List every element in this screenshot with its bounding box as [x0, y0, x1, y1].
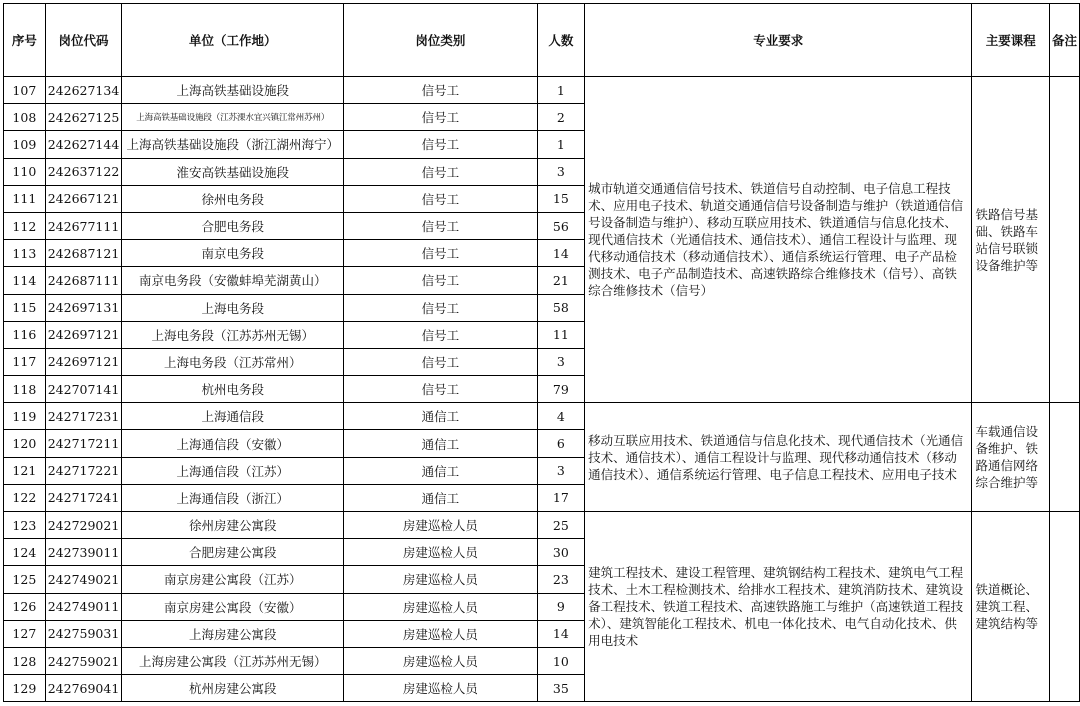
row-count: 1 [537, 131, 585, 158]
row-unit: 上海通信段（江苏） [122, 457, 344, 484]
header-row [4, 4, 1080, 77]
remarks [1049, 403, 1079, 512]
row-no: 111 [4, 185, 46, 212]
row-no: 112 [4, 212, 46, 239]
row-code: 242717211 [45, 430, 122, 457]
row-code: 242677111 [45, 212, 122, 239]
row-count: 30 [537, 539, 585, 566]
header-count: 人数 [537, 4, 585, 77]
row-count: 23 [537, 566, 585, 593]
row-no: 109 [4, 131, 46, 158]
row-count: 35 [537, 675, 585, 702]
row-count: 21 [537, 267, 585, 294]
row-code: 242687121 [45, 240, 122, 267]
row-no: 116 [4, 321, 46, 348]
row-unit: 上海房建公寓段 [122, 620, 344, 647]
row-no: 120 [4, 430, 46, 457]
row-no: 117 [4, 348, 46, 375]
row-code: 242627125 [45, 104, 122, 131]
row-code: 242769041 [45, 675, 122, 702]
row-code: 242627134 [45, 77, 122, 104]
row-count: 14 [537, 240, 585, 267]
row-code: 242759031 [45, 620, 122, 647]
row-unit: 杭州房建公寓段 [122, 675, 344, 702]
row-count: 25 [537, 512, 585, 539]
row-code: 242687111 [45, 267, 122, 294]
row-count: 2 [537, 104, 585, 131]
row-code: 242707141 [45, 376, 122, 403]
row-category: 房建巡检人员 [344, 539, 537, 566]
row-code: 242697121 [45, 348, 122, 375]
row-count: 9 [537, 593, 585, 620]
row-no: 118 [4, 376, 46, 403]
row-unit: 南京电务段（安徽蚌埠芜湖黄山） [122, 267, 344, 294]
header-unit: 单位（工作地） [122, 4, 344, 77]
header-major: 专业要求 [585, 4, 972, 77]
header-course: 主要课程 [972, 4, 1049, 77]
table-row [4, 403, 1080, 430]
recruitment-table-sheet [3, 3, 1080, 702]
row-no: 124 [4, 539, 46, 566]
major-requirements: 移动互联应用技术、铁道通信与信息化技术、现代通信技术（光通信技术、通信技术）、通信工程设计与监理、现代移动通信技术（移动通信技术）、通信系统运行管理、电子信息工程技术、应用电子技术 [585, 403, 972, 512]
row-no: 126 [4, 593, 46, 620]
recruitment-table [3, 3, 1080, 702]
header-no: 序号 [4, 4, 46, 77]
row-count: 6 [537, 430, 585, 457]
row-category: 房建巡检人员 [344, 512, 537, 539]
row-no: 127 [4, 620, 46, 647]
main-courses: 车载通信设备维护、铁路通信网络综合维护等 [972, 403, 1049, 512]
header-remark: 备注 [1049, 4, 1079, 77]
main-courses: 铁道概论、建筑工程、建筑结构等 [972, 512, 1049, 702]
table-body [4, 77, 1080, 702]
row-count: 17 [537, 484, 585, 511]
row-code: 242749011 [45, 593, 122, 620]
row-count: 10 [537, 647, 585, 674]
row-code: 242749021 [45, 566, 122, 593]
row-code: 242697121 [45, 321, 122, 348]
row-unit: 合肥电务段 [122, 212, 344, 239]
row-unit: 淮安高铁基础设施段 [122, 158, 344, 185]
row-unit: 上海房建公寓段（江苏苏州无锡） [122, 647, 344, 674]
row-unit: 上海电务段（江苏常州） [122, 348, 344, 375]
major-requirements: 城市轨道交通通信信号技术、铁道信号自动控制、电子信息工程技术、应用电子技术、轨道交通通信信号设备制造与维护（铁道通信信号设备制造与维护）、移动互联应用技术、铁道通信与信息化技术、现代通信技术（光通信技术、通信技术）、通信工程设计与监理、现代移动通信技术（移动通信技术）、通信系统运行管理、电子产品检测技术、电子产品制造技术、高速铁路综合维修技术（信号）、高铁综合维修技术（信号） [585, 77, 972, 403]
row-unit: 南京电务段 [122, 240, 344, 267]
row-code: 242729021 [45, 512, 122, 539]
row-count: 3 [537, 457, 585, 484]
row-unit: 徐州房建公寓段 [122, 512, 344, 539]
header-category: 岗位类别 [344, 4, 537, 77]
row-count: 1 [537, 77, 585, 104]
main-courses: 铁路信号基础、铁路车站信号联锁设备维护等 [972, 77, 1049, 403]
row-no: 123 [4, 512, 46, 539]
row-unit: 上海通信段 [122, 403, 344, 430]
row-count: 4 [537, 403, 585, 430]
row-category: 信号工 [344, 158, 537, 185]
row-category: 信号工 [344, 77, 537, 104]
table-row [4, 77, 1080, 104]
row-category: 房建巡检人员 [344, 620, 537, 647]
row-code: 242667121 [45, 185, 122, 212]
row-count: 11 [537, 321, 585, 348]
row-count: 3 [537, 348, 585, 375]
row-category: 房建巡检人员 [344, 647, 537, 674]
row-unit: 上海高铁基础设施段（浙江湖州海宁） [122, 131, 344, 158]
row-code: 242627144 [45, 131, 122, 158]
row-category: 信号工 [344, 267, 537, 294]
row-unit: 合肥房建公寓段 [122, 539, 344, 566]
row-unit: 上海通信段（浙江） [122, 484, 344, 511]
row-category: 信号工 [344, 240, 537, 267]
row-unit: 徐州电务段 [122, 185, 344, 212]
row-code: 242717221 [45, 457, 122, 484]
row-no: 121 [4, 457, 46, 484]
remarks [1049, 77, 1079, 403]
row-category: 信号工 [344, 212, 537, 239]
row-count: 15 [537, 185, 585, 212]
row-count: 58 [537, 294, 585, 321]
row-category: 通信工 [344, 403, 537, 430]
row-category: 通信工 [344, 457, 537, 484]
major-requirements: 建筑工程技术、建设工程管理、建筑钢结构工程技术、建筑电气工程技术、土木工程检测技术、给排水工程技术、建筑消防技术、建筑设备工程技术、铁道工程技术、高速铁路施工与维护（高速铁道工程技术）、建筑智能化工程技术、机电一体化技术、电气自动化技术、供用电技术 [585, 512, 972, 702]
row-category: 通信工 [344, 430, 537, 457]
row-count: 79 [537, 376, 585, 403]
row-count: 3 [537, 158, 585, 185]
row-category: 信号工 [344, 104, 537, 131]
row-unit: 杭州电务段 [122, 376, 344, 403]
row-category: 通信工 [344, 484, 537, 511]
row-unit: 上海高铁基础设施段（江苏溧水宜兴镇江常州苏州） [122, 104, 344, 131]
table-row [4, 512, 1080, 539]
row-no: 129 [4, 675, 46, 702]
row-no: 128 [4, 647, 46, 674]
header-code: 岗位代码 [45, 4, 122, 77]
row-unit: 上海高铁基础设施段 [122, 77, 344, 104]
row-unit: 南京房建公寓段（江苏） [122, 566, 344, 593]
row-code: 242697131 [45, 294, 122, 321]
row-no: 108 [4, 104, 46, 131]
row-category: 信号工 [344, 376, 537, 403]
row-no: 107 [4, 77, 46, 104]
row-count: 14 [537, 620, 585, 647]
row-unit: 上海电务段 [122, 294, 344, 321]
row-category: 信号工 [344, 348, 537, 375]
row-category: 信号工 [344, 321, 537, 348]
row-category: 信号工 [344, 131, 537, 158]
row-unit: 上海通信段（安徽） [122, 430, 344, 457]
remarks [1049, 512, 1079, 702]
row-count: 56 [537, 212, 585, 239]
row-code: 242759021 [45, 647, 122, 674]
row-category: 信号工 [344, 294, 537, 321]
row-unit: 南京房建公寓段（安徽） [122, 593, 344, 620]
row-category: 房建巡检人员 [344, 675, 537, 702]
row-no: 125 [4, 566, 46, 593]
row-no: 115 [4, 294, 46, 321]
row-category: 房建巡检人员 [344, 566, 537, 593]
row-category: 房建巡检人员 [344, 593, 537, 620]
row-code: 242637122 [45, 158, 122, 185]
row-no: 110 [4, 158, 46, 185]
row-category: 信号工 [344, 185, 537, 212]
row-code: 242739011 [45, 539, 122, 566]
row-no: 122 [4, 484, 46, 511]
row-unit: 上海电务段（江苏苏州无锡） [122, 321, 344, 348]
row-code: 242717241 [45, 484, 122, 511]
row-no: 114 [4, 267, 46, 294]
row-no: 119 [4, 403, 46, 430]
row-code: 242717231 [45, 403, 122, 430]
row-no: 113 [4, 240, 46, 267]
